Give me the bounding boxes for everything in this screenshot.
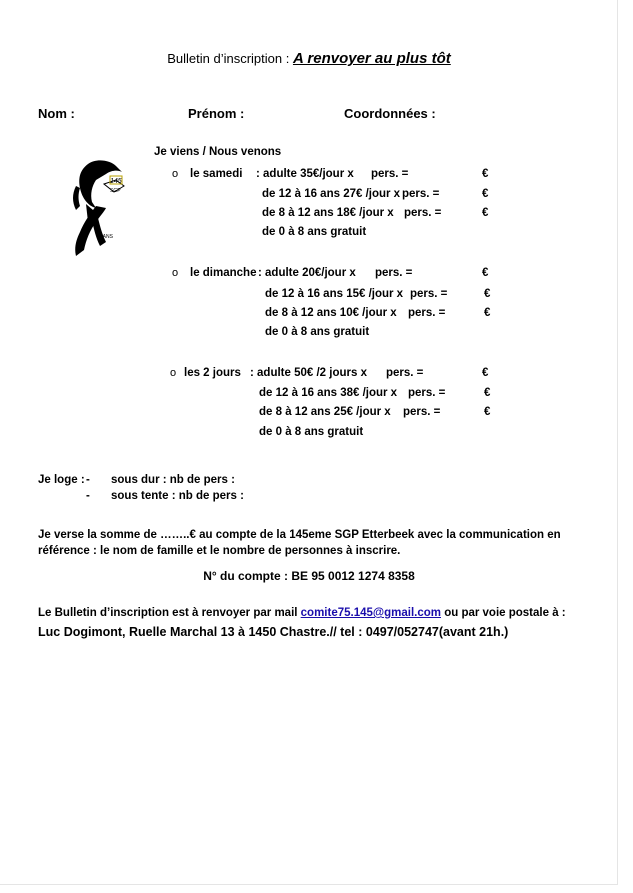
lodging-tent: sous tente : nb de pers :: [111, 490, 244, 502]
euro-sign: €: [482, 267, 489, 279]
nom-label: Nom :: [38, 106, 75, 121]
document-title: [0, 50, 618, 67]
lodging-dash: -: [86, 490, 90, 502]
euro-sign: €: [482, 207, 489, 219]
pers-label: pers. =: [402, 188, 440, 200]
pers-label: pers. =: [404, 207, 442, 219]
prenom-label: Prénom :: [188, 106, 245, 121]
bullet-icon: o: [172, 168, 179, 180]
account-number: N° du compte : BE 95 0012 1274 8358: [203, 569, 415, 583]
footer-mail-line: [38, 607, 566, 619]
title-prefix: Bulletin d’inscription :: [167, 51, 293, 66]
pers-label: pers. =: [371, 168, 409, 180]
pers-label: pers. =: [403, 406, 441, 418]
pers-label: pers. =: [408, 307, 446, 319]
intro-text: Je viens / Nous venons: [154, 146, 282, 158]
lodging-label: Je loge :: [38, 474, 85, 486]
footer-pre: Le Bulletin d’inscription est à renvoyer par mail: [38, 607, 301, 619]
lodging-hard: sous dur : nb de pers :: [111, 474, 235, 486]
logo-text-top: 145: [110, 178, 122, 185]
euro-sign: €: [484, 307, 491, 319]
logo-text-bottom: 75 ANS: [96, 234, 113, 240]
price-row-0-8: de 0 à 8 ans gratuit: [262, 226, 367, 238]
payment-line-1: Je verse la somme de ……..€ au compte de la 145eme SGP Etterbeek avec la communication en: [38, 529, 561, 541]
euro-sign: €: [482, 188, 489, 200]
logo-text-mid: SGP: [110, 188, 121, 194]
title-emphasis: A renvoyer au plus tôt: [292, 50, 451, 67]
coordonnees-label: Coordonnées :: [344, 106, 436, 121]
bullet-icon: o: [172, 267, 179, 279]
bullet-icon: o: [170, 367, 177, 379]
price-row-adult: : adulte 50€ /2 jours x: [250, 367, 367, 379]
price-row-8-12: de 8 à 12 ans 10€ /jour x: [265, 307, 397, 319]
price-row-12-16: de 12 à 16 ans 27€ /jour x: [262, 188, 401, 200]
pers-label: pers. =: [410, 288, 448, 300]
pers-label: pers. =: [375, 267, 413, 279]
lodging-dash: -: [86, 474, 90, 486]
euro-sign: €: [484, 406, 491, 418]
price-row-0-8: de 0 à 8 ans gratuit: [259, 426, 364, 438]
scout-scarf-logo-icon: [66, 158, 138, 258]
day-label: le samedi: [190, 168, 243, 180]
price-row-8-12: de 8 à 12 ans 18€ /jour x: [262, 207, 394, 219]
pers-label: pers. =: [408, 387, 446, 399]
day-label: les 2 jours: [184, 367, 241, 379]
price-row-12-16: de 12 à 16 ans 38€ /jour x: [259, 387, 398, 399]
price-row-adult: : adulte 35€/jour x: [256, 168, 354, 180]
day-label: le dimanche: [190, 267, 257, 279]
footer-address: Luc Dogimont, Ruelle Marchal 13 à 1450 Chastre.// tel : 0497/052747(avant 21h.): [38, 625, 509, 639]
euro-sign: €: [484, 288, 491, 300]
pers-label: pers. =: [386, 367, 424, 379]
footer-post: ou par voie postale à :: [441, 607, 566, 619]
price-row-12-16: de 12 à 16 ans 15€ /jour x: [265, 288, 404, 300]
price-row-adult: : adulte 20€/jour x: [258, 267, 356, 279]
euro-sign: €: [482, 168, 489, 180]
payment-line-2: référence : le nom de famille et le nombre de personnes à inscrire.: [38, 545, 401, 557]
email-link[interactable]: comite75.145@gmail.com: [300, 607, 441, 619]
euro-sign: €: [484, 387, 491, 399]
price-row-0-8: de 0 à 8 ans gratuit: [265, 326, 370, 338]
price-row-8-12: de 8 à 12 ans 25€ /jour x: [259, 406, 391, 418]
euro-sign: €: [482, 367, 489, 379]
